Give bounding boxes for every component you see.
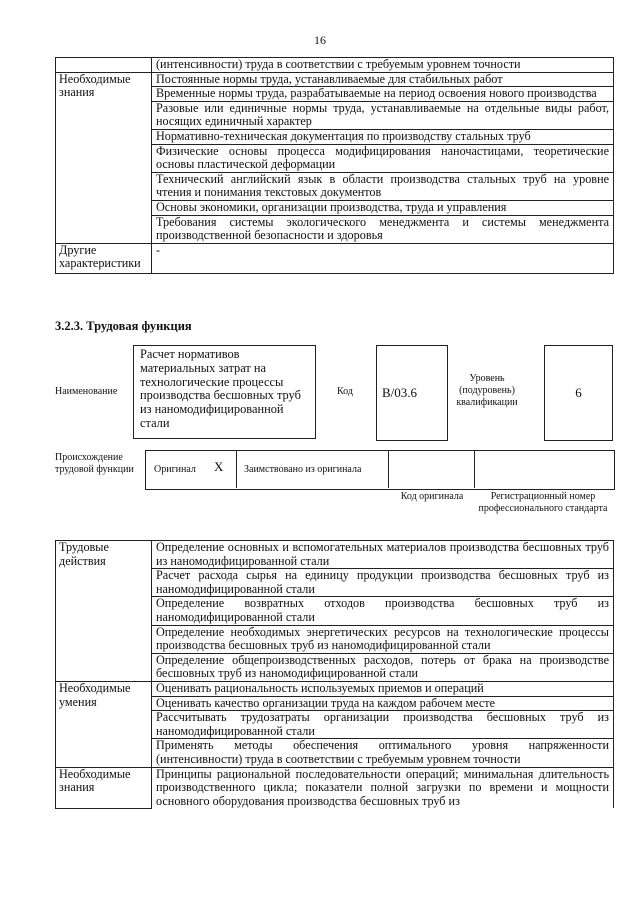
table-cell: Требования системы экологического менеджмента и системы менеджмента производственной безопасности и здоровья [152, 215, 614, 243]
row-label-labor-actions: Трудовые действия [56, 541, 152, 682]
table-cell: Применять методы обеспечения оптимального уровня напряженности (интенсивности) труда в соответствии с требуемым уровнем точности [152, 739, 614, 767]
page-bottom-margin [0, 836, 640, 905]
function-name-box: Расчет нормативов материальных затрат на технологические процессы производства бесшовных труб из наномодифицированной стали [133, 345, 316, 439]
origin-label: Происхождение трудовой функции [55, 452, 134, 475]
code-label: Код [337, 386, 353, 397]
row-label-other-characteristics: Другие характеристики [56, 243, 152, 273]
section-title: 3.2.3. Трудовая функция [55, 319, 192, 333]
original-mark: Х [214, 459, 224, 474]
table-cell: Оценивать качество организации труда на каждом рабочем месте [152, 696, 614, 711]
competency-table-bottom [55, 540, 614, 809]
table-row [56, 767, 614, 808]
row-label [56, 58, 152, 73]
table-cell: Определение основных и вспомогательных материалов производства бесшовных труб из наномодифицированной стали [152, 541, 614, 569]
table-cell: Рассчитывать трудозатраты организации производства бесшовных труб из наномодифицированной стали [152, 711, 614, 739]
table-row [56, 681, 614, 696]
qualification-level-box [544, 345, 613, 441]
page-number: 16 [314, 33, 326, 47]
table-cell: Основы экономики, организации производства, труда и управления [152, 200, 614, 215]
original-label: Оригинал [154, 464, 196, 475]
row-label-required-knowledge: Необходимые знания [56, 72, 152, 243]
qualification-level-label: Уровень (подуровень) квалификации [456, 373, 518, 408]
table-cell: Технический английский язык в области производства стальных труб на уровне чтения и понимания текстовых документов [152, 172, 614, 200]
reg-number-caption: Регистрационный номер профессионального стандарта [478, 491, 608, 514]
table-cell: Разовые или единичные нормы труда, устанавливаемые на отдельные виды работ, носящих единичный характер [152, 101, 614, 129]
table-cell: (интенсивности) труда в соответствии с требуемым уровнем точности [152, 58, 614, 73]
name-label: Наименование [55, 386, 118, 397]
code-box [376, 345, 448, 441]
table-cell: Физические основы процесса модифицирования наночастицами, теоретические основы пластической деформации [152, 144, 614, 172]
row-label-required-knowledge: Необходимые знания [56, 767, 152, 808]
borrowed-label: Заимствовано из оригинала [244, 464, 362, 475]
code-value: В/03.6 [382, 385, 418, 400]
origin-divider-1 [236, 450, 237, 488]
competency-table-top [55, 57, 614, 274]
table-row [56, 541, 614, 569]
qualification-level-value: 6 [575, 385, 582, 400]
table-cell: Временные нормы труда, разрабатываемые на период освоения нового производства [152, 87, 614, 102]
table-cell: Нормативно-техническая документация по производству стальных труб [152, 129, 614, 144]
table-row [56, 58, 614, 73]
table-cell: Оценивать рациональность используемых приемов и операций [152, 681, 614, 696]
table-row [56, 72, 614, 87]
table-cell: Определение необходимых энергетических ресурсов на технологические процессы производства бесшовных труб из наномодифицированной стали [152, 625, 614, 653]
table-cell: Определение возвратных отходов производства бесшовных труб из наномодифицированной стали [152, 597, 614, 625]
table-cell: Определение общепроизводственных расходов, потерь от брака на производстве бесшовных труб из наномодифицированной стали [152, 653, 614, 681]
row-label-required-skills: Необходимые умения [56, 681, 152, 767]
table-cell: Постоянные нормы труда, устанавливаемые для стабильных работ [152, 72, 614, 87]
table-row [56, 243, 614, 273]
table-cell: - [152, 243, 614, 273]
table-cell: Принципы рациональной последовательности операций; минимальная длительность производственного цикла; показатели полной загрузки по времени и мощности основного оборудования производства бесшовных труб из [152, 767, 614, 808]
code-original-caption: Код оригинала [400, 491, 464, 502]
table-cell: Расчет расхода сырья на единицу продукции производства бесшовных труб из наномодифицированной стали [152, 569, 614, 597]
origin-divider-3 [474, 450, 475, 488]
origin-divider-2 [388, 450, 389, 488]
